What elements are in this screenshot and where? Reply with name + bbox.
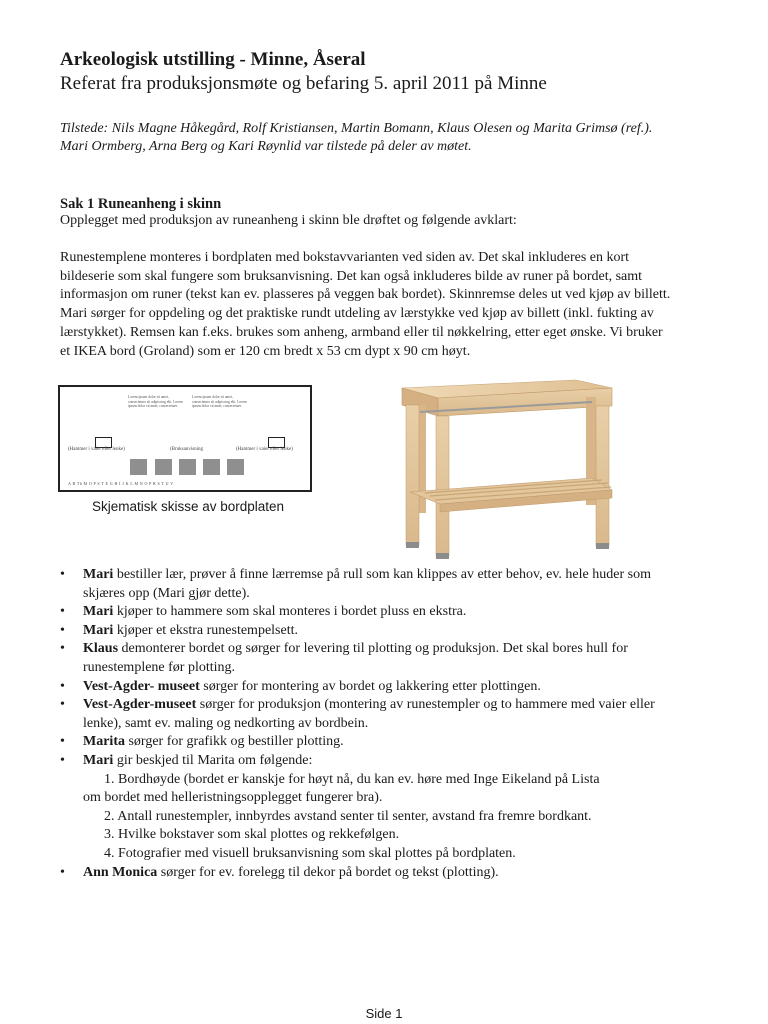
instruction-photo <box>227 459 244 475</box>
list-item: • Vest-Agder- museet sørger for montering av bordet og lakkering etter plottingen. <box>60 678 730 697</box>
paragraph-line: lærstykket). Remsen kan f.eks. brukes som anheng, armband eller til nøkkelring, etter eget ønske. Vi bruker <box>60 324 663 340</box>
sub-list-item: 3. Hvilke bokstaver som skal plottes og rekkefølgen. <box>104 827 400 843</box>
sketch-lorem-text: Lorem ipsum dolor sit amet, consectetuer sit adipiscing elit. Lorem ipsum dolor sit amet, consectetuer. <box>192 395 247 409</box>
sub-list-item: 1. Bordhøyde (bordet er kanskje for høyt nå, du kan ev. høre med Inge Eikeland på Lista <box>104 771 600 787</box>
attendees <box>60 120 720 156</box>
section-intro: Opplegget med produksjon av runeanheng i skinn ble drøftet og følgende avklart: <box>60 213 517 228</box>
table-top-sketch <box>58 385 312 492</box>
sub-list <box>83 771 730 864</box>
list-item: • Marita sørger for grafikk og bestiller plotting. <box>60 733 730 752</box>
ikea-table-image <box>380 372 632 564</box>
attendees-line: Mari Ormberg, Arna Berg og Kari Røynlid var tilstede på deler av møtet. <box>60 139 472 154</box>
attendees-line: Tilstede: Nils Magne Håkegård, Rolf Kristiansen, Martin Bomann, Klaus Olesen og Marita Grimsø (ref.). <box>60 121 653 136</box>
body-paragraph <box>60 249 732 361</box>
sketch-lorem-text: Lorem ipsum dolor sit amet, consectetuer sit adipiscing elit. Lorem ipsum dolor sit amet, consectetuer. <box>128 395 183 409</box>
sub-list-item: 4. Fotografier med visuell bruksanvisning som skal plottes på bordplaten. <box>104 845 516 861</box>
document-title: Arkeologisk utstilling - Minne, Åseral <box>60 49 366 70</box>
list-item: • Vest-Agder-museet sørger for produksjon (montering av runestempler og to hammere med vaier eller lenke), samt ev. maling og nedkorting av bordbein. <box>60 696 730 733</box>
section-heading: Sak 1 Runeanheng i skinn <box>60 196 222 212</box>
list-item: • Mari bestiller lær, prøver å finne lærremse på rull som kan klippes av etter behov, ev. hele huder som skjæres opp (Mari gjør dette). <box>60 566 730 603</box>
list-item: • Mari kjøper to hammere som skal monteres i bordet pluss en ekstra. <box>60 603 730 622</box>
paragraph-line: bildeserie som skal fungere som bruksanvisning. Det kan også inkluderes bilde av runer på bordet, samt <box>60 268 643 284</box>
paragraph-line: et IKEA bord (Groland) som er 120 cm bredt x 53 cm dypt x 90 cm høyt. <box>60 343 471 359</box>
instruction-photo <box>130 459 147 475</box>
paragraph-line: Runestemplene monteres i bordplaten med bokstavvarianten ved siden av. Det skal inkluderes en kort <box>60 250 630 265</box>
instruction-photo <box>155 459 172 475</box>
instruction-photo <box>203 459 220 475</box>
page-number: Side 1 <box>365 1006 403 1021</box>
task-list <box>60 566 730 882</box>
sub-list-item: 2. Antall runestempler, innbyrdes avstand senter til senter, avstand fra fremre bordkant. <box>104 808 592 824</box>
list-item: • Ann Monica sørger for ev. forelegg til dekor på bordet og tekst (plotting). <box>60 864 730 883</box>
document-subtitle: Referat fra produksjonsmøte og befaring 5. april 2011 på Minne <box>60 73 547 94</box>
list-item: • Mari kjøper et ekstra runestempelsett. <box>60 622 730 641</box>
list-item: • Klaus demonterer bordet og sørger for levering til plotting og produksjon. Det skal bores hull for runestemplene før plotting. <box>60 640 730 677</box>
sub-list-item: om bordet med helleristningsopplegget fungerer bra). <box>83 790 383 806</box>
sketch-label: (Hammer i vaier eller lenke) <box>68 447 125 452</box>
paragraph-line: Mari sørger for oppdeling og det praktiske rundt utdeling av lærstykke ved kjøp av billett (inkl. fukting av <box>60 306 654 322</box>
sketch-label: (Hammer i vaier eller lenke) <box>236 447 293 452</box>
rune-stamp-row: A B Th M O P S T E G H I J K L M N O P R S T U V <box>68 481 174 486</box>
instruction-photo <box>179 459 196 475</box>
sketch-caption: Skjematisk skisse av bordplaten <box>91 499 285 514</box>
paragraph-line: informasjon om runer (tekst kan ev. plasseres på veggen bak bordet). Skinnremse deles ut ved kjøp av billett. <box>60 287 671 303</box>
list-item: • Mari gir beskjed til Marita om følgende: 1. Bordhøyde (bordet er kanskje for høyt nå, du kan ev. høre med Inge Eikeland på Lista om bordet med helleristningsopplegget fungerer bra). 2. Antall runestempler, innbyrdes avstand senter til senter, avstand fra fremre bordkant. 3. Hvilke bokstaver som skal plottes og rekkefølgen. 4. Fotografier med visuell bruksanvisning som skal plottes på bordplaten. <box>60 752 730 864</box>
sketch-label: (Bruksanvisning <box>170 447 204 452</box>
